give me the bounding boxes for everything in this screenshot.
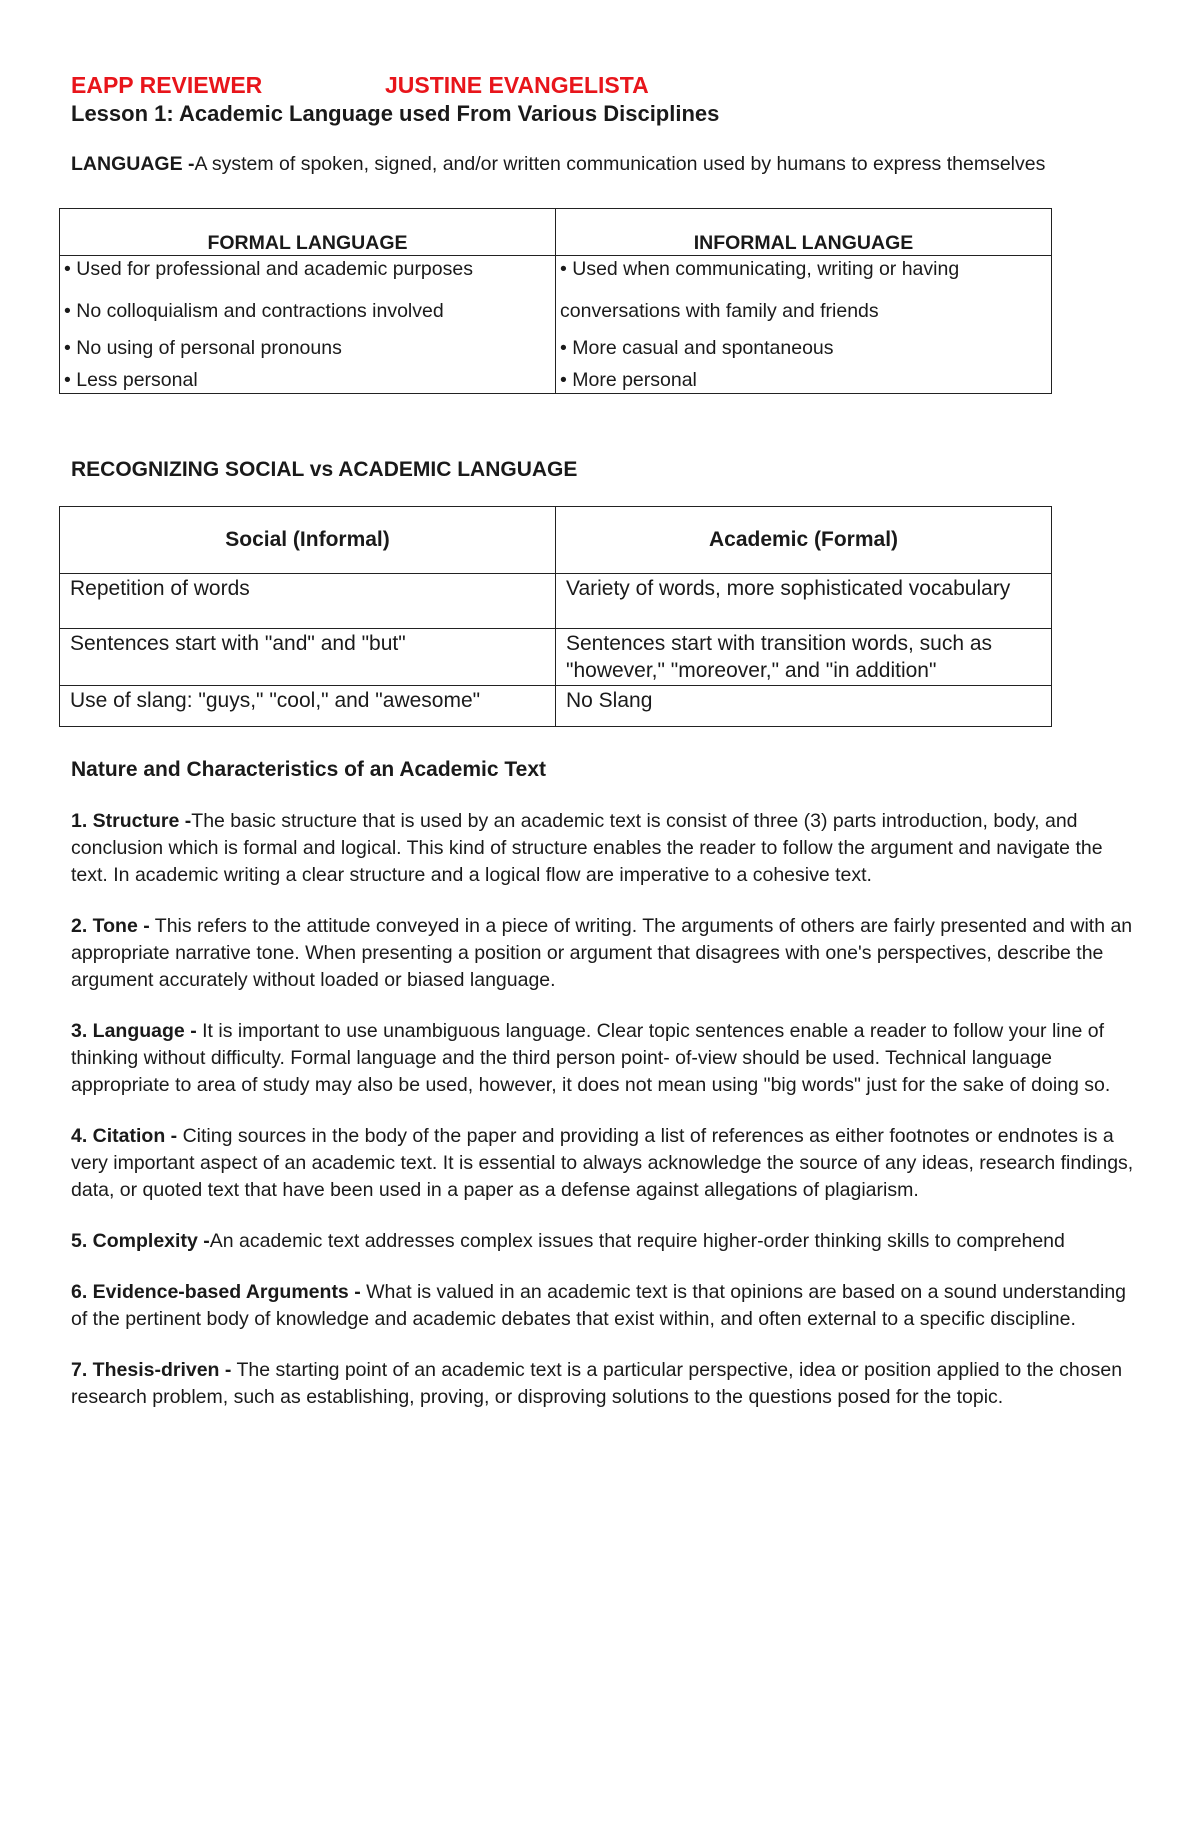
item-term: 3. Language -: [71, 1020, 197, 1042]
list-item: [71, 808, 1136, 889]
definition-text: A system of spoken, signed, and/or written communication used by humans to express themselves: [194, 153, 1046, 175]
informal-header: INFORMAL LANGUAGE: [556, 209, 1052, 256]
list-item: [71, 1279, 1136, 1333]
nature-title: Nature and Characteristics of an Academic Text: [71, 758, 546, 781]
list-item: [71, 913, 1136, 994]
informal-cell: [556, 256, 1052, 394]
list-item: [71, 1123, 1136, 1204]
definition-term: LANGUAGE -: [71, 153, 195, 175]
academic-cell: Variety of words, more sophisticated vocabulary: [556, 574, 1052, 629]
social-cell: Repetition of words: [60, 574, 556, 629]
social-header: Social (Informal): [60, 507, 556, 574]
informal-item: • More casual and spontaneous: [560, 337, 834, 359]
item-text: It is important to use unambiguous language. Clear topic sentences enable a reader to follow your line of thinking without difficulty. Formal language and the third person point- of-view should be used. Technical language appropriate to area of study may also be used, however, it does not mean using "big words" just for the sake of doing so.: [71, 1020, 1111, 1096]
social-cell: Sentences start with "and" and "but": [60, 629, 556, 686]
list-item: [71, 1357, 1136, 1411]
social-academic-table: [59, 506, 1052, 727]
formal-item: • Used for professional and academic purposes: [64, 258, 473, 280]
item-text: This refers to the attitude conveyed in a piece of writing. The arguments of others are fairly presented and with an appropriate narrative tone. When presenting a position or argument that disagrees with one's perspectives, describe the argument accurately without loaded or biased language.: [71, 915, 1133, 991]
item-text: What is valued in an academic text is that opinions are based on a sound understanding of the pertinent body of knowledge and academic debates that exist within, and often external to a specific discipline.: [71, 1281, 1127, 1330]
list-item: [71, 1018, 1136, 1099]
document-title: EAPP REVIEWER: [71, 72, 263, 98]
item-text: The starting point of an academic text is a particular perspective, idea or position applied to the chosen research problem, such as establishing, proving, or disproving solutions to the questions posed for the topic.: [71, 1359, 1123, 1408]
characteristics-list: [71, 808, 1134, 1411]
document-page: [64, 70, 1134, 1411]
academic-cell: Sentences start with transition words, such as "however," "moreover," and "in addition": [556, 629, 1052, 686]
item-term: 7. Thesis-driven -: [71, 1359, 232, 1381]
item-text: Citing sources in the body of the paper and providing a list of references as either footnotes or endnotes is a very important aspect of an academic text. It is essential to always acknowledge the source of any ideas, research findings, data, or quoted text that have been used in a paper as a defense against allegations of plagiarism.: [71, 1125, 1134, 1201]
item-text: An academic text addresses complex issues that require higher-order thinking skills to comprehend: [209, 1230, 1065, 1252]
lesson-title: Lesson 1: Academic Language used From Various Disciplines: [71, 101, 720, 126]
academic-header: Academic (Formal): [556, 507, 1052, 574]
formal-item: • No using of personal pronouns: [64, 337, 342, 359]
table-row: [60, 574, 1052, 629]
informal-item: • Used when communicating, writing or having: [560, 258, 960, 280]
list-item: [71, 1228, 1136, 1255]
informal-item: conversations with family and friends: [560, 300, 879, 322]
social-cell: Use of slang: "guys," "cool," and "awesome": [60, 686, 556, 727]
item-text: The basic structure that is used by an academic text is consist of three (3) parts introduction, body, and conclusion which is formal and logical. This kind of structure enables the reader to follow the argument and navigate the text. In academic writing a clear structure and a logical flow are imperative to a cohesive text.: [71, 810, 1103, 886]
formal-item: • No colloquialism and contractions involved: [64, 300, 444, 322]
informal-item: • More personal: [560, 369, 697, 391]
item-term: 4. Citation -: [71, 1125, 178, 1147]
item-term: 1. Structure -: [71, 810, 192, 832]
formal-cell: [60, 256, 556, 394]
table-row: [60, 686, 1052, 727]
item-term: 6. Evidence-based Arguments -: [71, 1281, 361, 1303]
document-header: [71, 70, 1131, 100]
academic-cell: No Slang: [556, 686, 1052, 727]
formal-item: • Less personal: [64, 369, 198, 391]
formal-header: FORMAL LANGUAGE: [60, 209, 556, 256]
social-academic-title: RECOGNIZING SOCIAL vs ACADEMIC LANGUAGE: [71, 458, 578, 481]
table-row: [60, 629, 1052, 686]
formal-informal-table: [59, 208, 1052, 394]
item-term: 5. Complexity -: [71, 1230, 210, 1252]
item-term: 2. Tone -: [71, 915, 150, 937]
language-definition: [71, 151, 1071, 177]
author-name: JUSTINE EVANGELISTA: [385, 72, 649, 98]
